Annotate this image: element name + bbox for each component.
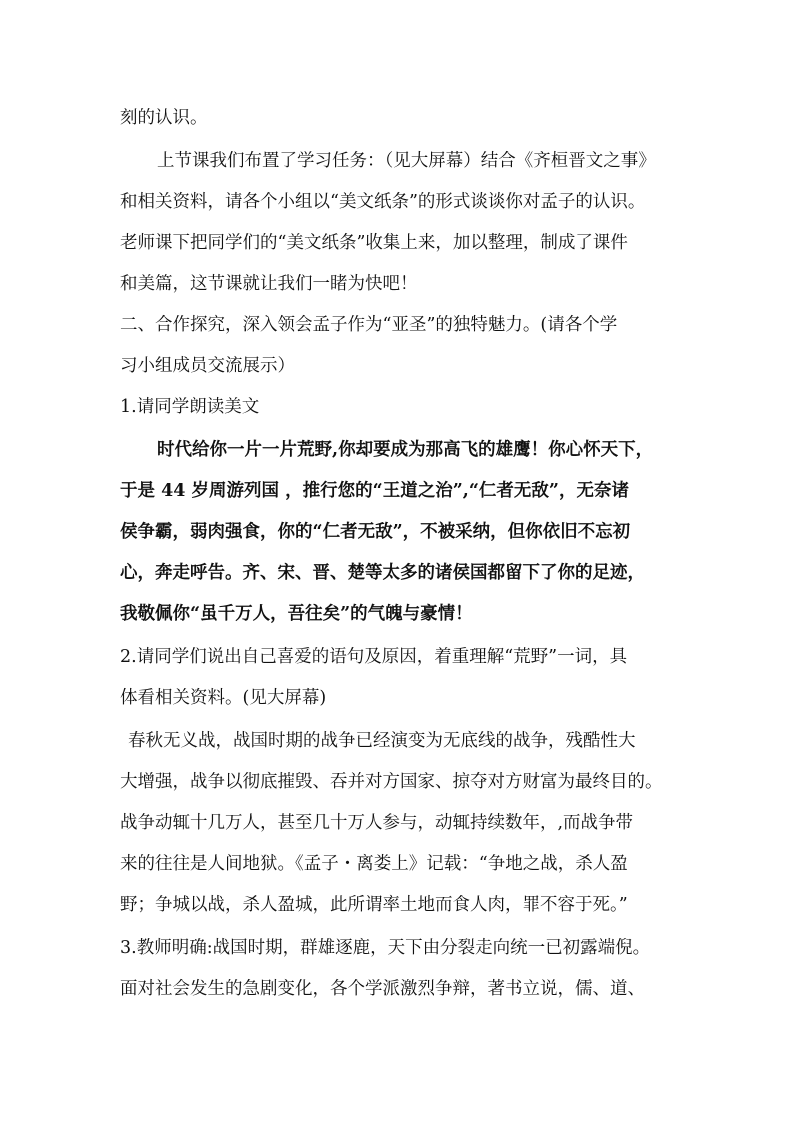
paragraph-line: 战争动辄十几万人，甚至几十万人参与，动辄持续数年，,而战争带 [120, 813, 634, 833]
bold-essay-line: 于是 44 岁周游列国 ，推行您的“王道之治”,“仁者无敌”，无奈诸 [120, 481, 629, 501]
paragraph-line: 来的往往是人间地狱。《孟子・离娄上》记载：“争地之战，杀人盈 [120, 854, 628, 874]
paragraph-line: 和美篇，这节课就让我们一睹为快吧！ [120, 274, 418, 294]
paragraph-line: 和相关资料，请各个小组以“美文纸条”的形式谈谈你对孟子的认识。 [120, 192, 646, 212]
paragraph-line: 大增强，战争以彻底摧毁、吞并对方国家、掠夺对方财富为最终目的。 [120, 772, 663, 792]
list-item-heading: 1.请同学朗读美文 [120, 397, 260, 417]
paragraph-line: 面对社会发生的急剧变化，各个学派激烈争辩，著书立说，儒、道、 [120, 979, 645, 999]
list-item-heading: 2.请同学们说出自己喜爱的语句及原因，着重理解“荒野”一词，具 [120, 647, 628, 667]
section-heading: 二、合作探究，深入领会孟子作为“亚圣”的独特魅力。(请各个学 [120, 315, 618, 335]
paragraph-line: 春秋无义战，战国时期的战争已经演变为无底线的战争，残酷性大 [128, 731, 636, 751]
paragraph-line: 上节课我们布置了学习任务：（见大屏幕）结合《齐桓晋文之事》 [157, 151, 656, 171]
bold-essay-line: 我敬佩你“虽千万人，吾往矣”的气魄与豪情！ [120, 604, 473, 624]
bold-essay-line: 时代给你一片一片荒野,你却要成为那高飞的雄鹰！你心怀天下， [157, 440, 654, 460]
section-heading: 习小组成员交流展示） [120, 356, 295, 376]
list-item-heading: 3.教师明确:战国时期，群雄逐鹿，天下由分裂走向统一已初露端倪。 [120, 938, 651, 958]
bold-essay-line: 心，奔走呼告。齐、宋、晋、楚等太多的诸侯国都留下了你的足迹， [120, 563, 645, 583]
paragraph-line: 体看相关资料。(见大屏幕) [120, 688, 327, 708]
paragraph-line: 老师课下把同学们的“美文纸条”收集上来，加以整理，制成了课件 [120, 233, 628, 253]
paragraph-line: 野；争城以战，杀人盈城，此所谓率土地而食人肉，罪不容于死。” [120, 895, 628, 915]
paragraph-line: 刻的认识。 [120, 108, 208, 128]
bold-essay-line: 侯争霸，弱肉强食，你的“仁者无敌”，不被采纳，但你依旧不忘初 [120, 522, 631, 542]
